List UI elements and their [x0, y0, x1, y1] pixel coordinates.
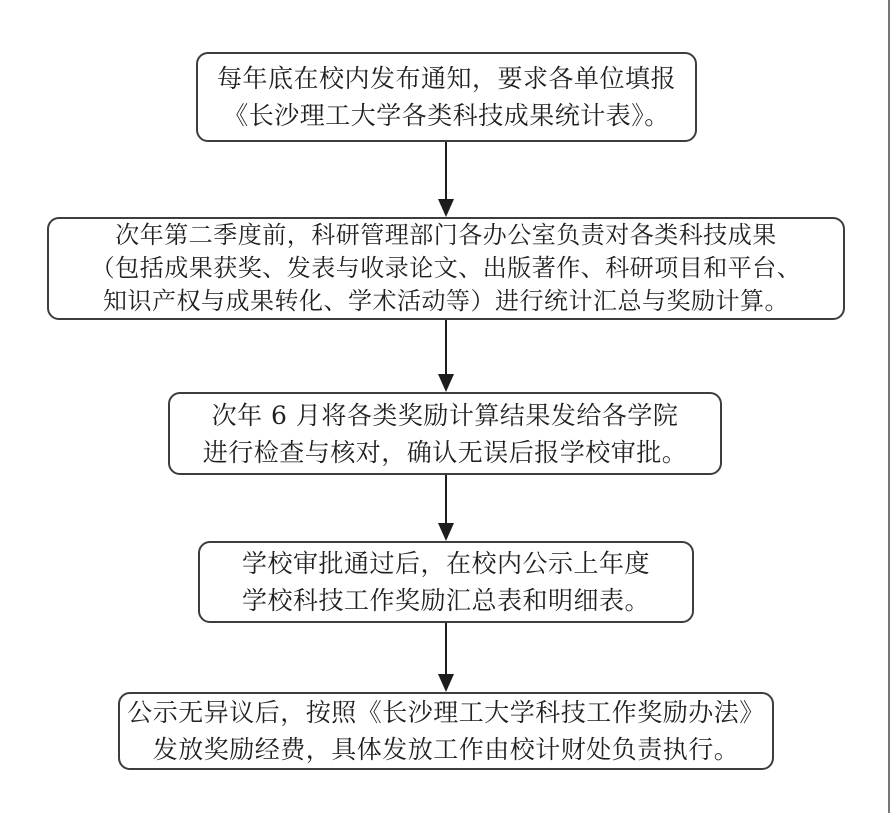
flow-step-5-box	[118, 692, 774, 770]
flow-step-4-line-2: 学校科技工作奖励汇总表和明细表。	[241, 586, 650, 615]
flow-step-1-line-2: 《长沙理工大学各类科技成果统计表》。	[223, 101, 670, 130]
flow-step-4-box	[198, 541, 694, 623]
flow-step-5-line-2: 发放奖励经费，具体发放工作由校计财处负责执行。	[152, 735, 740, 764]
flow-step-3-line-1: 次年 6 月将各类奖励计算结果发给各学院	[211, 400, 679, 430]
arrow-head-icon	[438, 374, 454, 392]
arrow-head-icon	[438, 199, 454, 217]
arrow-down-2	[438, 320, 454, 392]
arrow-shaft	[445, 623, 447, 680]
arrow-down-3	[438, 475, 454, 541]
arrow-head-icon	[438, 523, 454, 541]
flow-step-2-box	[47, 217, 845, 320]
flow-step-2-line-3: 知识产权与成果转化、学术活动等）进行统计汇总与奖励计算。	[103, 287, 789, 315]
flow-step-1-box	[196, 52, 697, 142]
flow-step-1-line-1: 每年底在校内发布通知，要求各单位填报	[216, 64, 676, 93]
flow-step-2-line-1: 次年第二季度前，科研管理部门各办公室负责对各类科技成果	[115, 221, 777, 249]
arrow-down-1	[438, 142, 454, 217]
arrow-head-icon	[438, 674, 454, 692]
arrow-down-4	[438, 623, 454, 692]
arrow-shaft	[445, 320, 447, 380]
flow-step-5-line-1: 公示无异议后，按照《长沙理工大学科技工作奖励办法》	[127, 698, 765, 727]
flow-step-4-line-1: 学校审批通过后，在校内公示上年度	[241, 549, 650, 578]
page-right-edge-line	[888, 0, 890, 813]
flow-step-2-line-2: （包括成果获奖、发表与收录论文、出版著作、科研项目和平台、	[90, 254, 802, 282]
flow-step-3-line-2: 进行检查与核对，确认无误后报学校审批。	[202, 437, 688, 467]
flow-step-3-box	[168, 392, 722, 475]
arrow-shaft	[445, 475, 447, 529]
arrow-shaft	[445, 142, 447, 205]
